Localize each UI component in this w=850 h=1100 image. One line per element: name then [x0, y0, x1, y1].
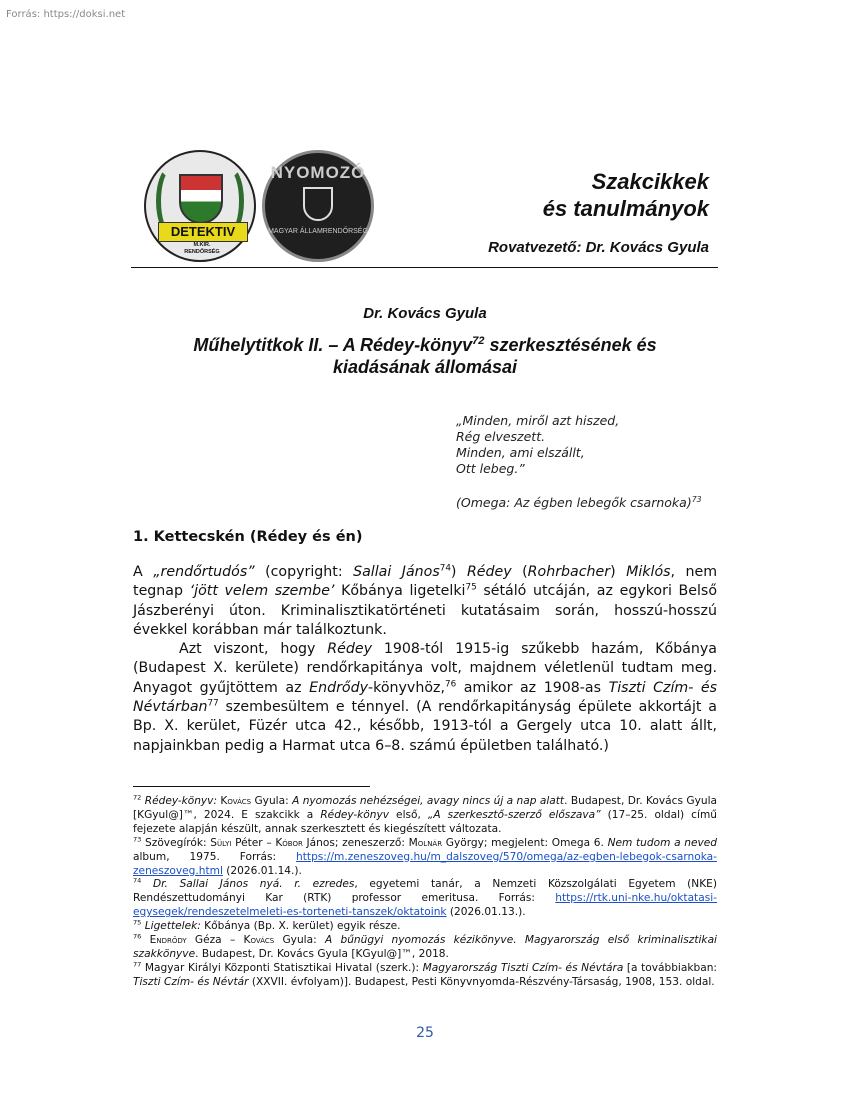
fn-text: (17–25. oldal) című fejezete alapján készült, annak szerkesztett és kiegészített változata.	[133, 808, 717, 835]
fn-em: Rédey-könyv	[320, 808, 390, 821]
p1-text: A	[133, 564, 154, 580]
footnote-number: 72	[133, 793, 142, 802]
title-part-a: Műhelytitkok II. – A Rédey-könyv	[193, 335, 473, 355]
fn-text: Kőbánya (Bp. X. kerület) egyik része.	[200, 920, 401, 933]
footnote-divider	[133, 786, 370, 787]
motto-line2: Rég elveszett.	[456, 429, 546, 444]
fn-em: A nyomozás nehézségei, avagy nincs új a nap alatt	[292, 795, 565, 807]
article-title-line1	[120, 334, 730, 356]
p1-text: Kőbánya ligetelki	[334, 583, 466, 600]
fn-text: Magyar Királyi Központi Statisztikai Hivatal (szerk.):	[141, 961, 423, 974]
detektiv-logo-icon	[144, 150, 256, 262]
p2-text: szembesültem e ténnyel. (A rendőrkapitányság épülete akkortájt a Bp. X. kerület, Füzér utca 42., később, 1913-tól a Gergely utca 10. alatt állt, napjainkban pedig a Harmat utca 6–8. számú épületben található.)	[133, 699, 717, 754]
fn-text: Gyula:	[274, 934, 325, 947]
motto-source	[456, 495, 702, 510]
p1-text: )	[610, 564, 627, 580]
title-part-b: szerkesztésének és	[484, 335, 657, 355]
detektiv-subtitle	[146, 242, 258, 256]
footnote-73-link[interactable]: https://m.zeneszoveg.hu/m_dalszoveg/570/omega/az-egben-lebegok-csarnoka-zeneszoveg.html	[133, 850, 717, 877]
p2-text: 1908-tól 1915-ig szűkebb hazám, Kőbánya (Budapest X. kerülete) rendőrkapitánya volt, majdnem véletlenül tudtam meg. Anyagot gyűjtöttem az	[133, 641, 717, 696]
body-text	[133, 563, 717, 756]
motto	[456, 413, 619, 477]
footnote-ref-74[interactable]: 74	[439, 563, 451, 574]
p1-text: , nem tegnap	[133, 564, 718, 600]
fn-smallcaps: Sülyi	[210, 836, 232, 849]
p2-text: -könyvhöz,	[368, 679, 445, 696]
footnotes	[133, 795, 717, 990]
p1-text: (copyright:	[254, 564, 354, 580]
article-title-line2: kiadásának állomásai	[332, 357, 518, 377]
fn-text: Géza –	[186, 934, 244, 947]
p2-em: Endrődy	[309, 679, 369, 696]
p1-em: Sallai János	[353, 564, 440, 580]
nyomozo-top-text: NYOMOZÓ	[270, 163, 366, 182]
motto-line3: Minden, ami elszállt,	[456, 445, 585, 460]
motto-line1: „Minden, miről azt hiszed,	[456, 413, 620, 428]
shield-icon	[303, 187, 333, 221]
fn-em: Rédey-könyv:	[144, 795, 218, 807]
footnote-number: 75	[133, 918, 142, 927]
p2-em: Tiszti Czím- és Névtárban	[133, 679, 718, 716]
article-author: Dr. Kovács Gyula	[363, 305, 487, 322]
motto-source-text: (Omega: Az égben lebegők csarnoka)	[456, 495, 692, 510]
p1-em: „rendőrtudós”	[153, 564, 255, 580]
fn-text: György; megjelent: Omega 6.	[442, 836, 608, 849]
fn-text: [a továbbiakban:	[623, 961, 718, 974]
fn-em: Dr. Sallai János nyá. r. ezredes	[153, 878, 355, 891]
p2-em: Rédey	[327, 641, 372, 658]
p1-em: Rohrbacher	[527, 564, 611, 580]
footnote-77	[133, 962, 717, 990]
section-title-line1: Szakcikkek	[591, 169, 709, 194]
header-divider	[131, 267, 718, 268]
source-watermark: Forrás: https://doksi.net	[6, 9, 126, 20]
fn-text: Szövegírók:	[141, 836, 211, 849]
motto-line4: Ott lebeg.”	[456, 461, 525, 476]
section-editor: Rovatvezető: Dr. Kovács Gyula	[488, 239, 709, 256]
footnote-74-link[interactable]: https://rtk.uni-nke.hu/oktatasi-egysegek/rendeszetelmeleti-es-torteneti-tanszek/oktatoink	[133, 892, 717, 919]
section-title	[543, 168, 709, 222]
fn-smallcaps: Kovács	[220, 795, 252, 807]
fn-text: (2026.01.13.).	[446, 906, 526, 919]
section-title-line2: és tanulmányok	[542, 196, 709, 221]
footnote-76	[133, 934, 717, 962]
fn-em: Tiszti Czím- és Névtár	[133, 975, 249, 988]
nyomozo-bottom-text: MAGYAR ÁLLAMRENDŐRSÉG	[268, 228, 368, 235]
footnote-ref-75[interactable]: 75	[465, 582, 477, 593]
article-title	[120, 334, 730, 378]
footnote-73	[133, 837, 717, 879]
crest-icon	[179, 174, 223, 224]
p1-em: Miklós	[626, 564, 671, 580]
p1-em: Rédey	[466, 564, 512, 580]
fn-text: első,	[389, 808, 428, 821]
p2-text: amikor az 1908-as	[456, 679, 609, 696]
detektiv-sub1: M.KIR.	[193, 242, 211, 248]
fn-text: album, 1975. Forrás:	[133, 850, 297, 863]
footnote-number: 73	[133, 835, 142, 844]
fn-text: (2026.01.14.).	[222, 864, 302, 877]
detektiv-banner: DETEKTIV	[158, 222, 248, 242]
p1-em: ‘jött velem szembe’	[189, 583, 335, 600]
fn-text: János; zeneszerző:	[302, 836, 409, 849]
logo-group	[144, 150, 380, 262]
fn-text: Gyula:	[251, 795, 293, 807]
footnote-72	[133, 795, 717, 837]
footnote-74	[133, 878, 717, 920]
fn-text: . Budapest, Dr. Kovács Gyula [KGyul@]™, 2024. E szakcikk a	[133, 795, 718, 821]
fn-em: „A szerkesztő-szerző előszava”	[427, 808, 601, 821]
fn-text: . Budapest, Dr. Kovács Gyula [KGyul@]™, 2018.	[195, 947, 449, 960]
fn-smallcaps: Kóbor	[275, 836, 303, 849]
nyomozo-logo-icon	[262, 150, 374, 262]
footnote-number: 76	[133, 932, 142, 941]
p1-text: )	[450, 564, 467, 580]
fn-text: , egyetemi tanár, a Nemzeti Közszolgálati Egyetem (NKE) Rendészettudományi Kar (RTK) professor emeritusa. Forrás:	[133, 878, 717, 905]
fn-em: Ligettelek:	[144, 920, 201, 933]
page-number: 25	[416, 1025, 434, 1041]
footnote-ref-72[interactable]: 72	[472, 335, 485, 347]
fn-smallcaps: Molnár	[408, 836, 443, 849]
fn-smallcaps: Kovács	[243, 934, 275, 947]
fn-text: (XXVII. évfolyam)]. Budapest, Pesti Könyvnyomda-Részvény-Társaság, 1908, 153. oldal.	[248, 975, 715, 988]
p1-text: (	[511, 564, 528, 580]
p2-text: Azt viszont, hogy	[179, 641, 328, 658]
fn-smallcaps: Endrődy	[149, 934, 187, 947]
footnote-75	[133, 920, 717, 934]
footnote-ref-76[interactable]: 76	[444, 679, 457, 690]
fn-em: Nem tudom a neved	[607, 836, 718, 849]
footnote-ref-73[interactable]: 73	[691, 494, 702, 504]
paragraph-2	[133, 640, 717, 756]
fn-em: Magyarország Tiszti Czím- és Névtára	[422, 961, 624, 974]
footnote-number: 77	[133, 960, 142, 969]
section-heading-1: 1. Kettecskén (Rédey és én)	[133, 529, 363, 545]
fn-em: A bűnügyi nyomozás kézikönyve. Magyarország első kriminalisztikai szakkönyve	[133, 934, 717, 960]
footnote-number: 74	[133, 876, 142, 885]
fn-text: Péter –	[231, 836, 276, 849]
paragraph-1	[133, 563, 717, 640]
detektiv-sub2: RENDŐRSÉG	[184, 249, 220, 255]
p1-text: sétáló utcáján, az egykori Belső Jászberényi úton. Kriminalisztikatörténeti kutatásaim során, hosszú-hosszú évekkel korábban már találkoztunk.	[133, 583, 718, 638]
footnote-ref-77[interactable]: 77	[207, 698, 219, 709]
